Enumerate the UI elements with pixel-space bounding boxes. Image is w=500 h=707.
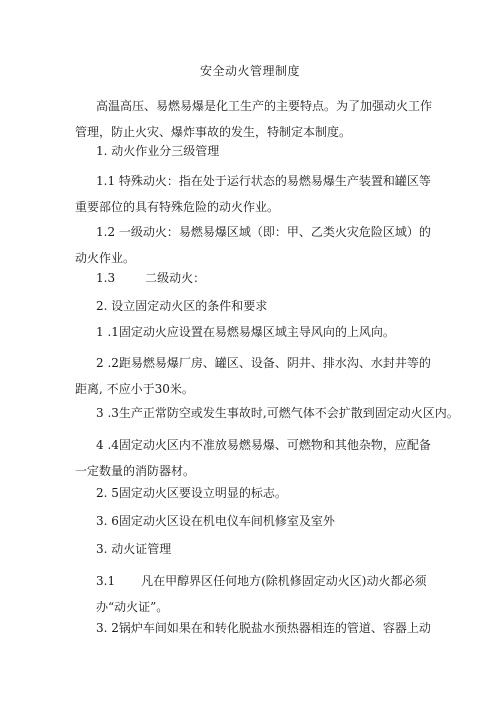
document-title: 安全动火管理制度 (199, 64, 300, 78)
clause-3-2: 3. 2锅炉车间如果在和转化脱盐水预热器相连的管道、容器上动 (96, 621, 431, 635)
section-1-heading: 1. 动火作业分三级管理 (96, 144, 220, 158)
section-2-heading: 2. 设立固定动火区的条件和要求 (96, 299, 268, 313)
clause-2-3: 3 .3生产正常防空或发生事故时,可燃气体不会扩散到固定动火区内。 (96, 406, 459, 420)
clause-3-1 (75, 568, 435, 620)
clause-2-1: 1 .1固定动火应设置在易燃易爆区域主导风向的上风向。 (96, 325, 395, 339)
clause-2-2: 2 .2距易燃易爆厂房、罐区、设备、阴井、排水沟、水封井等的距离, 不应小于30米。 (75, 356, 431, 396)
section-3-heading: 3. 动火证管理 (96, 542, 172, 556)
clause-2-5: 2. 5固定动火区要设立明显的标志。 (96, 486, 287, 500)
clause-3-1-number: 3.1 (96, 574, 116, 588)
clause-2-4: 4 .4固定动火区内不准放易燃易爆、可燃物和其他杂物，应配备一定数量的消防器材。 (75, 438, 431, 478)
clause-3-1-text: 凡在甲醇界区任何地方(除机修固定动火区)动火都必须办“动火证”。 (96, 574, 427, 614)
clause-1-3-text: 二级动火： (145, 271, 206, 285)
clause-1-3 (96, 270, 456, 286)
intro-paragraph: 高温高压、易燃易爆是化工生产的主要特点。为了加强动火工作管理，防止火灾、爆炸事故的发生，特制定本制度。 (75, 99, 433, 139)
clause-1-2: 1.2 一级动火：易燃易爆区域（即：甲、乙类火灾危险区域）的动火作业。 (75, 225, 431, 265)
clause-1-3-number: 1.3 (96, 271, 116, 285)
clause-2-6: 3. 6固定动火区设在机电仪车间机修室及室外 (96, 514, 335, 528)
clause-1-1: 1.1 特殊动火：指在处于运行状态的易燃易爆生产装置和罐区等重要部位的具有特殊危险的动火作业。 (75, 174, 431, 214)
